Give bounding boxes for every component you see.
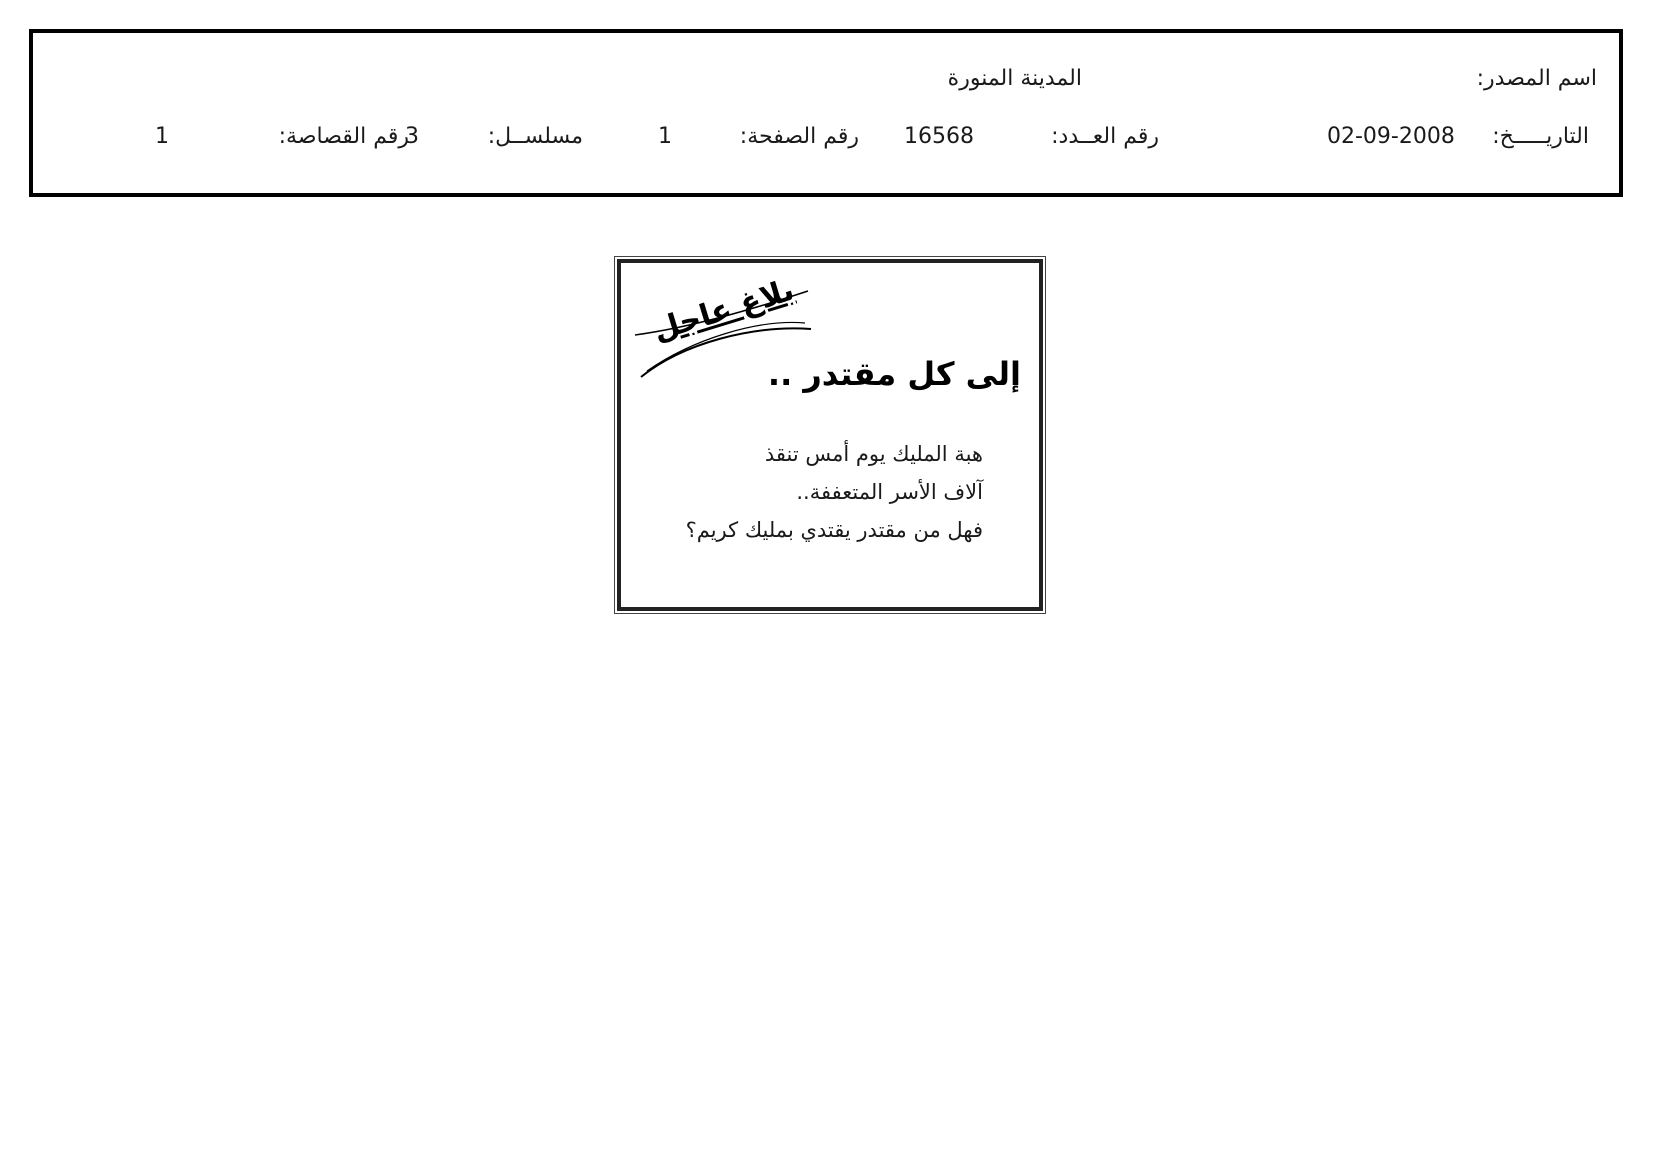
date-label: التاريـــــخ:: [1492, 124, 1589, 149]
clip-headline: إلى كل مقتدر ..: [767, 355, 1021, 393]
source-value: المدينة المنورة: [947, 66, 1082, 91]
page-value: 1: [658, 124, 672, 149]
banner-text: بلاغ عاجل: [649, 272, 799, 349]
clip-body: [686, 435, 983, 549]
issue-value: 16568: [904, 124, 974, 149]
newspaper-clipping: [617, 259, 1043, 611]
body-line: آلاف الأسر المتعففة..: [796, 480, 983, 504]
source-label: اسم المصدر:: [1476, 66, 1597, 91]
metadata-header-box: [29, 29, 1623, 197]
issue-label: رقم العــدد:: [1051, 124, 1159, 149]
clip-number-label: رقم القصاصة:: [278, 124, 409, 149]
body-line: هبة المليك يوم أمس تنقذ: [764, 442, 983, 466]
serial-value: 3: [405, 124, 419, 149]
serial-label: مسلســل:: [487, 124, 583, 149]
body-line: فهل من مقتدر يقتدي بمليك كريم؟: [685, 518, 983, 542]
date-value: 02-09-2008: [1327, 124, 1455, 149]
clip-number-value: 1: [155, 124, 169, 149]
page-label: رقم الصفحة:: [739, 124, 859, 149]
